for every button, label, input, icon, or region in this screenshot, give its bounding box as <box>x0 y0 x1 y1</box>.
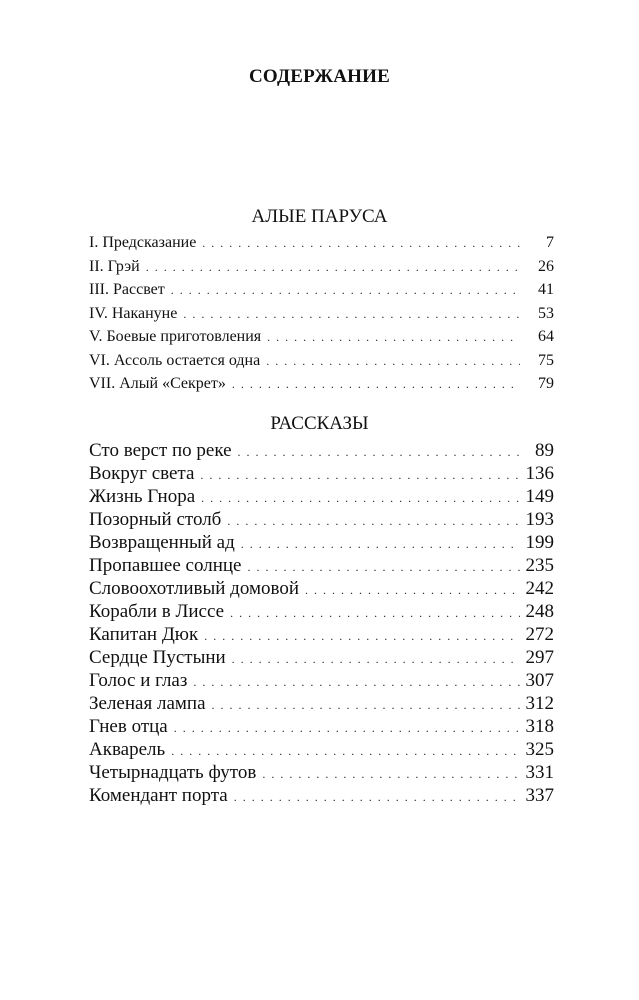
entry-page-number: 64 <box>538 328 554 345</box>
entry-page-number: 307 <box>525 670 554 691</box>
entry-page-number: 75 <box>538 351 554 369</box>
entry-page-number: 53 <box>538 304 554 322</box>
entry-page-number: 297 <box>525 647 554 668</box>
entry-title: Корабли в Лиссе <box>89 601 225 622</box>
toc-entry[interactable] <box>89 328 554 352</box>
dot-leader <box>183 307 520 322</box>
dot-leader <box>171 744 519 759</box>
dot-leader <box>241 537 520 552</box>
entry-title: VII. Алый «Секрет» <box>89 375 226 392</box>
toc-entry[interactable] <box>89 555 554 578</box>
dot-leader <box>262 767 519 782</box>
dot-leader <box>204 629 519 644</box>
entry-title: II. Грэй <box>89 257 140 275</box>
entry-page-number: 325 <box>525 739 554 760</box>
toc-entry[interactable] <box>89 281 554 305</box>
toc-entry[interactable] <box>89 305 554 329</box>
entry-title: Позорный столб <box>89 509 222 530</box>
dot-leader <box>247 560 519 575</box>
toc-entry[interactable] <box>89 258 554 282</box>
entry-page-number: 242 <box>525 578 554 599</box>
entry-page-number: 312 <box>525 693 554 714</box>
entry-page-number: 26 <box>538 257 554 275</box>
entry-page-number: 337 <box>525 785 554 806</box>
entry-page-number: 248 <box>525 601 554 622</box>
entry-title: Комендант порта <box>89 785 228 806</box>
entry-title: VI. Ассоль остается одна <box>89 351 261 369</box>
toc-list-rasskazy <box>89 440 554 808</box>
toc-entry[interactable] <box>89 532 554 555</box>
dot-leader <box>238 445 520 460</box>
toc-entry[interactable] <box>89 375 554 399</box>
entry-page-number: 149 <box>525 486 554 507</box>
entry-page-number: 318 <box>525 716 554 737</box>
entry-title: I. Предсказание <box>89 234 197 251</box>
entry-title: Акварель <box>89 739 166 760</box>
entry-title: Четырнадцать футов <box>89 762 257 783</box>
entry-title: Сердце Пустыни <box>89 647 226 668</box>
entry-page-number: 199 <box>525 532 554 553</box>
entry-title: Пропавшее солнце <box>89 555 242 576</box>
toc-entry[interactable] <box>89 463 554 486</box>
entry-title: Возвращенный ад <box>89 532 235 553</box>
dot-leader <box>305 583 519 598</box>
toc-entry[interactable] <box>89 624 554 647</box>
entry-page-number: 89 <box>535 440 554 461</box>
dot-leader <box>234 790 520 805</box>
entry-page-number: 79 <box>538 375 554 392</box>
toc-entry[interactable] <box>89 486 554 509</box>
entry-title: Гнев отца <box>89 716 168 737</box>
dot-leader <box>200 468 519 483</box>
entry-title: Жизнь Гнора <box>89 486 196 507</box>
toc-entry[interactable] <box>89 234 554 258</box>
dot-leader <box>266 354 520 369</box>
toc-entry[interactable] <box>89 647 554 670</box>
dot-leader <box>174 721 520 736</box>
toc-entry[interactable] <box>89 762 554 785</box>
dot-leader <box>230 606 519 621</box>
section-heading-alye-parusa: АЛЫЕ ПАРУСА <box>251 206 388 227</box>
entry-title: Голос и глаз <box>89 670 188 691</box>
entry-page-number: 193 <box>525 509 554 530</box>
toc-entry[interactable] <box>89 440 554 463</box>
toc-entry[interactable] <box>89 739 554 762</box>
page-title: СОДЕРЖАНИЕ <box>249 66 390 87</box>
dot-leader <box>212 698 520 713</box>
entry-title: Зеленая лампа <box>89 693 206 714</box>
entry-page-number: 272 <box>525 624 554 645</box>
entry-page-number: 331 <box>525 762 554 783</box>
entry-page-number: 41 <box>538 281 554 298</box>
dot-leader <box>193 675 519 690</box>
toc-list-alye-parusa <box>89 234 554 399</box>
toc-entry[interactable] <box>89 352 554 376</box>
toc-entry[interactable] <box>89 716 554 739</box>
dot-leader <box>202 236 520 251</box>
toc-entry[interactable] <box>89 693 554 716</box>
entry-title: V. Боевые приготовления <box>89 328 262 345</box>
toc-entry[interactable] <box>89 601 554 624</box>
section-heading-rasskazy: РАССКАЗЫ <box>270 413 369 434</box>
entry-title: Капитан Дюк <box>89 624 199 645</box>
toc-entry[interactable] <box>89 578 554 601</box>
dot-leader <box>267 330 520 345</box>
entry-title: IV. Накануне <box>89 304 178 322</box>
toc-entry[interactable] <box>89 785 554 808</box>
dot-leader <box>227 514 519 529</box>
entry-page-number: 235 <box>525 555 554 576</box>
dot-leader <box>171 283 520 298</box>
entry-title: Вокруг света <box>89 463 195 484</box>
dot-leader <box>232 652 520 667</box>
entry-page-number: 7 <box>546 234 554 251</box>
dot-leader <box>146 260 520 275</box>
toc-entry[interactable] <box>89 670 554 693</box>
entry-title: Сто верст по реке <box>89 440 232 461</box>
toc-entry[interactable] <box>89 509 554 532</box>
entry-title: III. Рассвет <box>89 281 165 298</box>
entry-title: Словоохотливый домовой <box>89 578 300 599</box>
entry-page-number: 136 <box>525 463 554 484</box>
dot-leader <box>201 491 519 506</box>
dot-leader <box>232 377 520 392</box>
